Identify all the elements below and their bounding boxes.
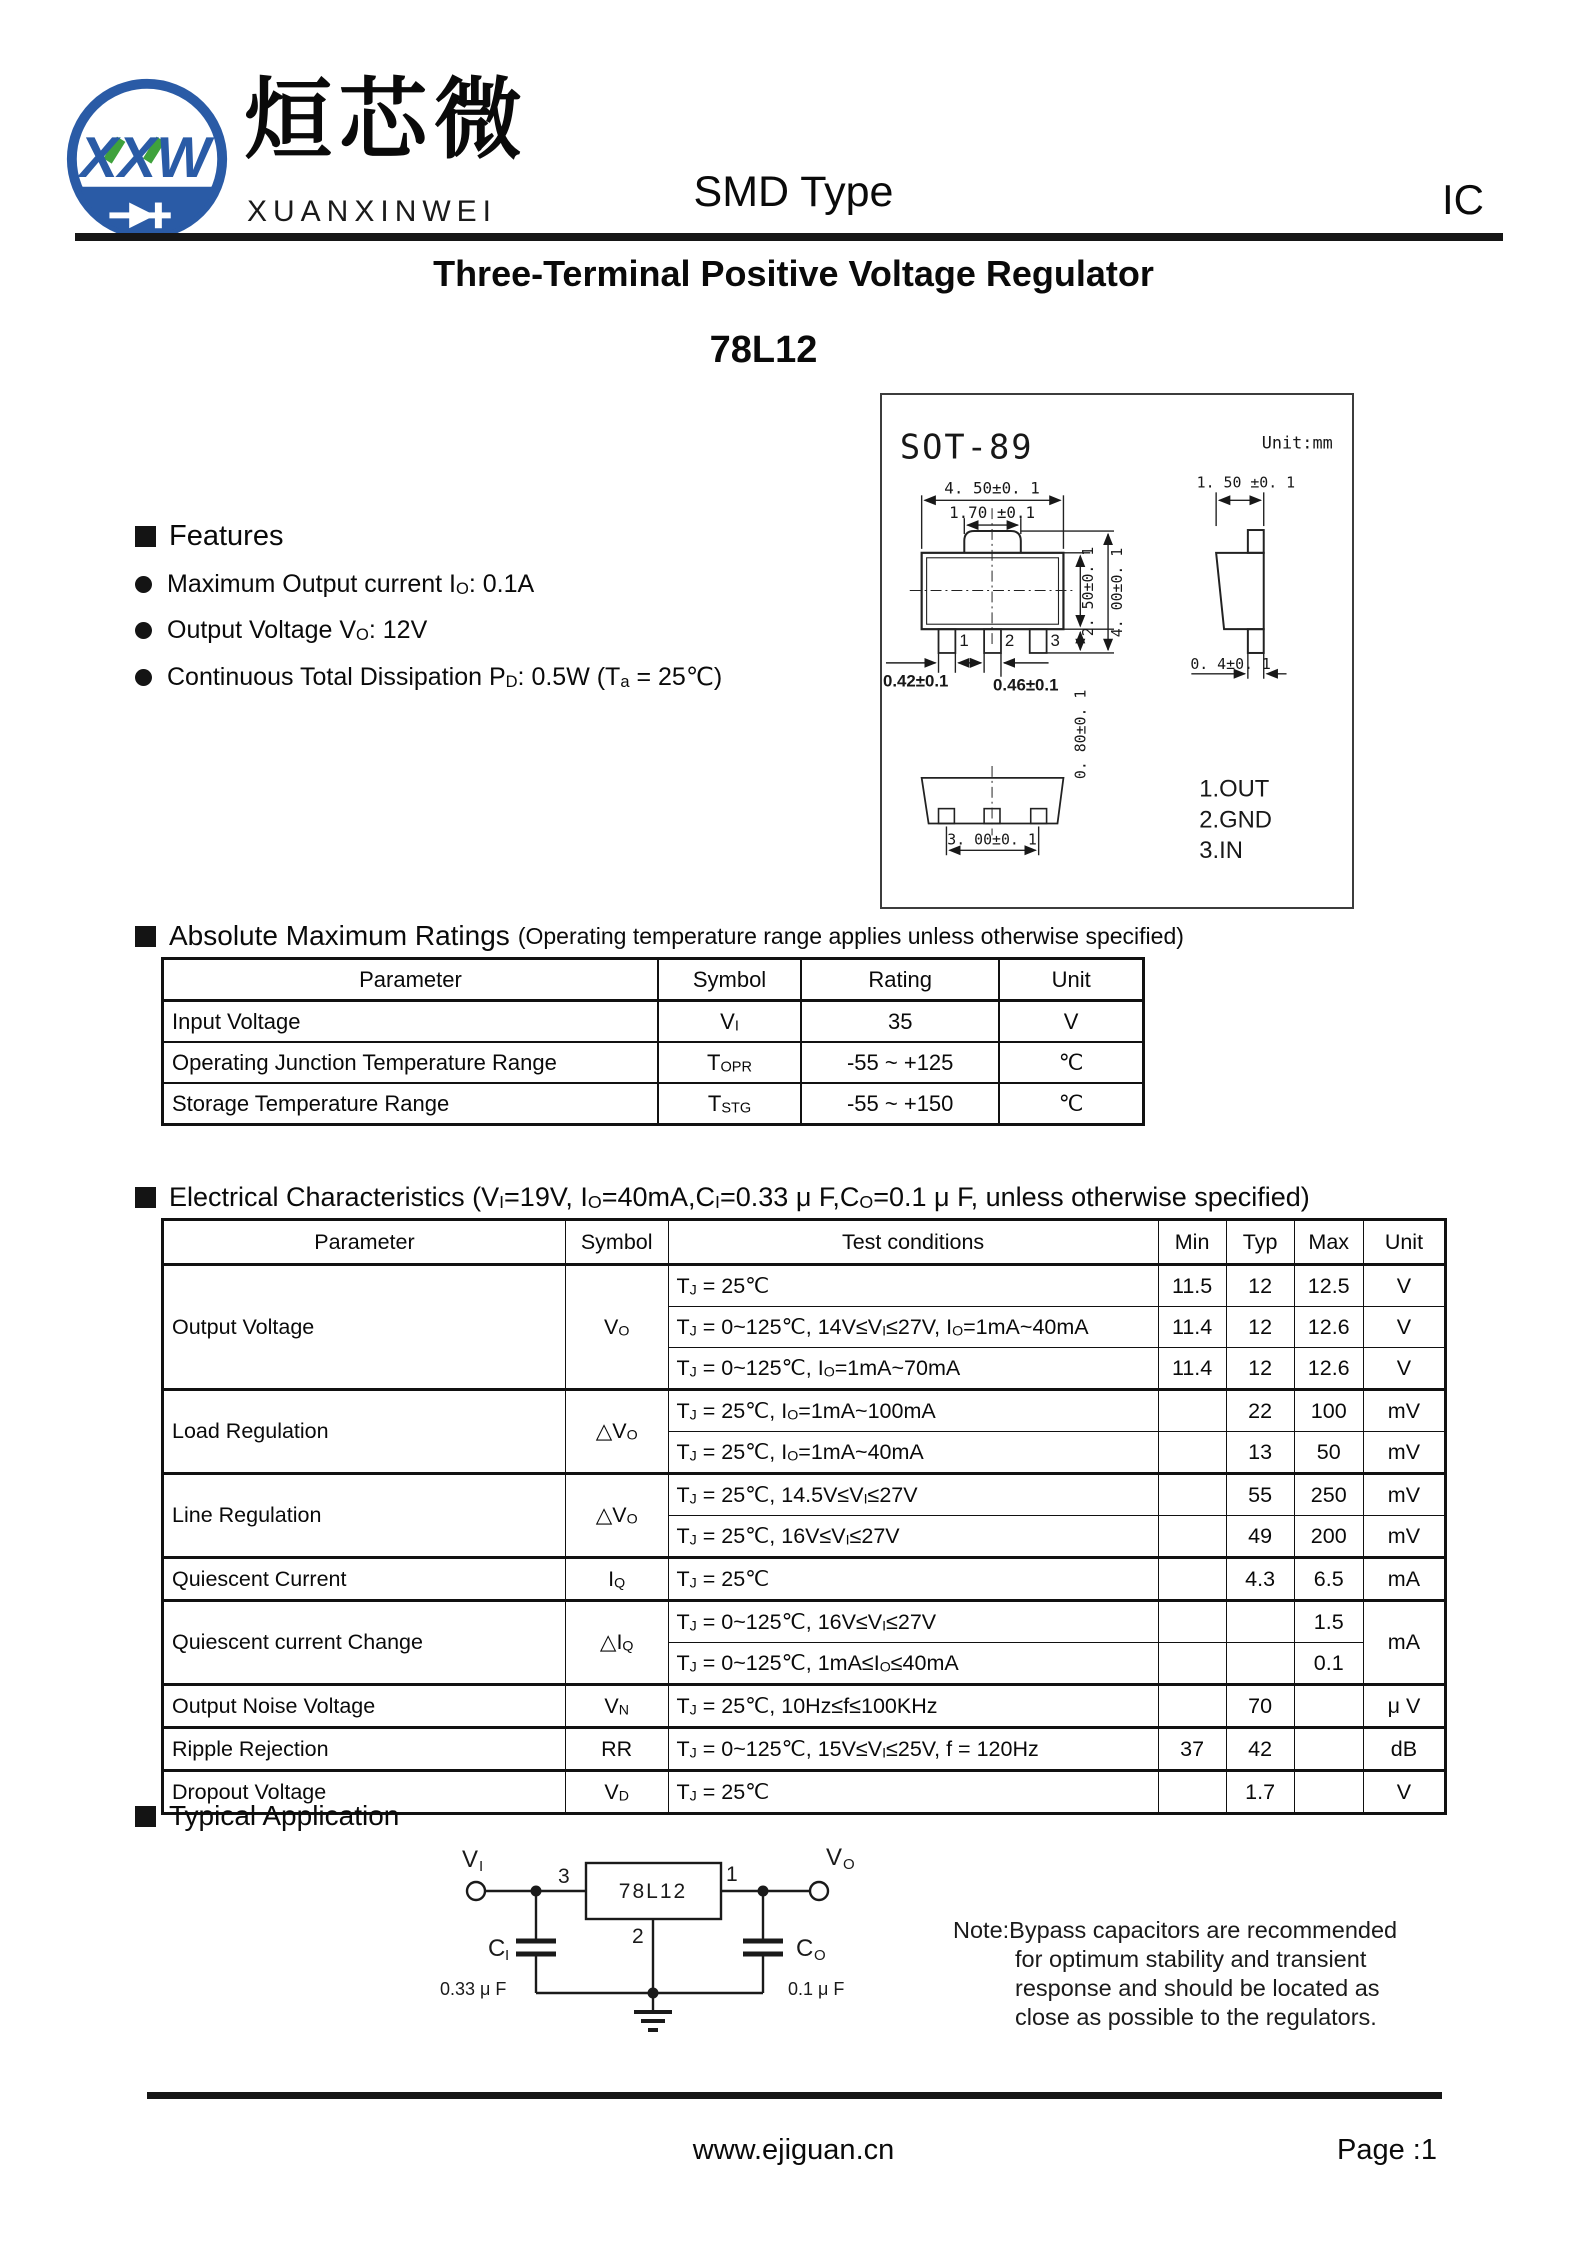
param-cell: Operating Junction Temperature Range [163, 1042, 658, 1083]
param-cell: Input Voltage [163, 1001, 658, 1043]
pinout-1: 1.OUT [1199, 775, 1270, 803]
bullet-icon [135, 669, 152, 686]
feature-text: Maximum Output current $I_O$: 0.1A [167, 570, 535, 598]
cond-cell: $T_J$ = 25℃, $16V\le V_I\le 27V$ [668, 1516, 1158, 1558]
page-title: Three-Terminal Positive Voltage Regulator [433, 253, 1154, 294]
pinout-3: 3.IN [1199, 837, 1243, 865]
cond-cell: $T_J$ = 0~125℃, $15V\le V_I\le 25V$, f = 120Hz [668, 1728, 1158, 1771]
max-cell: 200 [1294, 1516, 1363, 1558]
min-cell [1158, 1474, 1226, 1516]
table-row [163, 1558, 1446, 1601]
col-header: Symbol [565, 1220, 668, 1265]
min-cell [1158, 1558, 1226, 1601]
param-cell: Ripple Rejection [163, 1728, 566, 1771]
dim-pin2-width: 0.46±0.1 [993, 675, 1059, 695]
table-row [163, 1042, 1144, 1083]
rating-cell: 35 [801, 1001, 999, 1043]
cout-sub: O [814, 1947, 826, 1964]
max-cell: 50 [1294, 1432, 1363, 1474]
unit-cell: V [1363, 1348, 1445, 1390]
cond-cell: $T_J$ = 25℃, $I_O=1mA\sim 100mA$ [668, 1390, 1158, 1432]
feature-text: Continuous Total Dissipation $P_D$: 0.5W ($T_a$ = 25℃) [167, 663, 723, 691]
header-rule [75, 233, 1503, 241]
application-circuit [438, 1843, 858, 2083]
application-heading [135, 1800, 399, 1832]
min-cell [1158, 1643, 1226, 1685]
footer-rule [147, 2092, 1442, 2099]
dim-body-height: 2. 50±0. 1 [1079, 546, 1098, 637]
symbol-cell: RR [565, 1728, 668, 1771]
table-row [163, 1265, 1446, 1307]
rating-cell: -55 ~ +150 [801, 1083, 999, 1125]
min-cell: 37 [1158, 1728, 1226, 1771]
min-cell: 11.5 [1158, 1265, 1226, 1307]
cin-sub: I [505, 1947, 510, 1964]
application-title: Typical Application [169, 1800, 400, 1831]
front-pin-2: 2 [1004, 631, 1015, 651]
cond-cell: $T_J$ = 25℃ [668, 1558, 1158, 1601]
unit-cell: V [1363, 1265, 1445, 1307]
max-cell: 12.6 [1294, 1307, 1363, 1348]
max-cell: 12.5 [1294, 1265, 1363, 1307]
cond-cell: $T_J$ = 0~125℃, $1mA\le I_O\le 40mA$ [668, 1643, 1158, 1685]
unit-cell: mV [1363, 1474, 1445, 1516]
table-row [163, 1728, 1446, 1771]
cond-cell: $T_J$ = 25℃, 10Hz≤f≤100KHz [668, 1685, 1158, 1728]
typ-cell: 70 [1226, 1685, 1294, 1728]
category-label: IC [1442, 176, 1484, 223]
cond-cell: $T_J$ = 0~125℃, $I_O=1mA\sim 70mA$ [668, 1348, 1158, 1390]
bullet-icon [135, 576, 152, 593]
ec-title: Electrical Characteristics ($V_I=19V$, $I_O=40mA,C_I=0.33$ μ $F,C_O=0.1$ μ F, unless otherwise specified) [169, 1182, 1310, 1213]
symbol-cell: $V_O$ [565, 1265, 668, 1390]
min-cell [1158, 1516, 1226, 1558]
table-row [163, 1685, 1446, 1728]
typ-cell: 55 [1226, 1474, 1294, 1516]
typ-cell: 4.3 [1226, 1558, 1294, 1601]
cond-cell: $T_J$ = 25℃, $I_O=1mA\sim 40mA$ [668, 1432, 1158, 1474]
amr-table [161, 957, 1145, 1126]
package-name: SOT-89 [899, 427, 1034, 467]
feature-item [135, 570, 875, 599]
typ-cell: 1.7 [1226, 1771, 1294, 1814]
symbol-cell: $T_{STG}$ [658, 1083, 801, 1125]
section-square-icon [135, 526, 156, 547]
unit-cell: mV [1363, 1516, 1445, 1558]
feature-item [135, 616, 875, 645]
note-line: close as possible to the regulators. [1015, 2004, 1377, 2030]
table-header-row [163, 1220, 1446, 1265]
table-row [163, 1001, 1144, 1043]
symbol-cell: $V_I$ [658, 1001, 801, 1043]
cond-cell: $T_J$ = 0~125℃, $16V\le V_I\le 27V$ [668, 1601, 1158, 1643]
table-row [163, 1390, 1446, 1432]
typ-cell: 12 [1226, 1265, 1294, 1307]
note-line: for optimum stability and transient [1015, 1946, 1367, 1972]
feature-text: Output Voltage $V_O$: 12V [167, 616, 428, 644]
unit-label: Unit:mm [1261, 432, 1333, 453]
ec-heading [135, 1182, 1310, 1213]
symbol-cell: $V_N$ [565, 1685, 668, 1728]
table-header-row [163, 959, 1144, 1001]
doc-type-label: SMD Type [693, 168, 894, 216]
table-row [163, 1601, 1446, 1643]
cond-cell: $T_J$ = 25℃ [668, 1771, 1158, 1814]
typ-cell: 12 [1226, 1307, 1294, 1348]
section-square-icon [135, 1806, 156, 1827]
unit-cell: V [1363, 1771, 1445, 1814]
max-cell [1294, 1728, 1363, 1771]
param-cell: Output Voltage [163, 1265, 566, 1390]
features-section [135, 520, 875, 692]
part-number: 78L12 [709, 329, 818, 371]
regulator-label: 78L12 [618, 1880, 688, 1903]
col-header: Parameter [163, 1220, 566, 1265]
dim-side-width: 1. 50 ±0. 1 [1196, 473, 1296, 492]
cin-value: 0.33 μ F [440, 1979, 507, 1999]
note-line: Note:Bypass capacitors are recommended [953, 1917, 1398, 1943]
max-cell: 250 [1294, 1474, 1363, 1516]
typ-cell: 13 [1226, 1432, 1294, 1474]
rating-cell: -55 ~ +125 [801, 1042, 999, 1083]
param-cell: Load Regulation [163, 1390, 566, 1474]
typ-cell: 12 [1226, 1348, 1294, 1390]
note-line: response and should be located as [1015, 1975, 1380, 2001]
amr-title: Absolute Maximum Ratings [169, 920, 510, 951]
col-header: Unit [1363, 1220, 1445, 1265]
max-cell: 0.1 [1294, 1643, 1363, 1685]
unit-cell: V [1363, 1307, 1445, 1348]
min-cell: 11.4 [1158, 1348, 1226, 1390]
logo-romanized: XUANXINWEI [247, 195, 498, 228]
min-cell [1158, 1432, 1226, 1474]
typ-cell: 42 [1226, 1728, 1294, 1771]
dim-pin-length: 0. 80±0. 1 [1071, 689, 1090, 780]
unit-cell: mV [1363, 1432, 1445, 1474]
symbol-cell: $\triangle I_Q$ [565, 1601, 668, 1685]
col-header: Parameter [163, 959, 658, 1001]
col-header: Symbol [658, 959, 801, 1001]
logo-chinese: 烜芯微 [244, 70, 530, 169]
col-header: Test conditions [668, 1220, 1158, 1265]
col-header: Typ [1226, 1220, 1294, 1265]
cout-label: C [796, 1935, 814, 1962]
ec-table [161, 1218, 1447, 1815]
vout-label: V [826, 1844, 843, 1871]
col-header: Min [1158, 1220, 1226, 1265]
typ-cell: 22 [1226, 1390, 1294, 1432]
footer-url: www.ejiguan.cn [692, 2134, 895, 2166]
unit-cell: dB [1363, 1728, 1445, 1771]
unit-cell: μ V [1363, 1685, 1445, 1728]
symbol-cell: $I_Q$ [565, 1558, 668, 1601]
cout-value: 0.1 μ F [788, 1979, 845, 1999]
application-note [953, 1916, 1433, 2032]
col-header: Unit [999, 959, 1143, 1001]
logo-letters: XXW [79, 125, 211, 190]
param-cell: Quiescent Current [163, 1558, 566, 1601]
dim-total-height: 4. 00±0. 1 [1107, 547, 1126, 638]
cond-cell: $T_J$ = 25℃ [668, 1265, 1158, 1307]
feature-item [135, 662, 875, 692]
amr-note: (Operating temperature range applies unless otherwise specified) [517, 922, 1184, 949]
unit-cell: ℃ [999, 1042, 1143, 1083]
cin-label: C [488, 1935, 506, 1962]
unit-cell: ℃ [999, 1083, 1143, 1125]
dim-pin1-width: 0.42±0.1 [882, 671, 949, 691]
dim-top-width: 4. 50±0. 1 [944, 478, 1040, 498]
unit-cell: V [999, 1001, 1143, 1043]
unit-cell: mA [1363, 1558, 1445, 1601]
col-header: Rating [801, 959, 999, 1001]
front-pin-1: 1 [959, 631, 969, 651]
max-cell: 12.6 [1294, 1348, 1363, 1390]
bullet-icon [135, 622, 152, 639]
pin-out-label: 1 [726, 1863, 738, 1886]
unit-cell: mV [1363, 1390, 1445, 1432]
vin-sub: I [479, 1858, 484, 1875]
param-cell: Dropout Voltage [163, 1771, 566, 1814]
package-drawing [882, 395, 1348, 903]
col-header: Max [1294, 1220, 1363, 1265]
min-cell [1158, 1771, 1226, 1814]
symbol-cell: $\triangle V_O$ [565, 1390, 668, 1474]
symbol-cell: $V_D$ [565, 1771, 668, 1814]
max-cell: 100 [1294, 1390, 1363, 1432]
table-row [163, 1474, 1446, 1516]
param-cell: Storage Temperature Range [163, 1083, 658, 1125]
vout-sub: O [843, 1856, 855, 1873]
cond-cell: $T_J$ = 25℃, $14.5V\le V_I\le 27V$ [668, 1474, 1158, 1516]
front-pin-3: 3 [1050, 631, 1060, 651]
typ-cell: 49 [1226, 1516, 1294, 1558]
amr-heading [135, 920, 1184, 952]
param-cell: Quiescent current Change [163, 1601, 566, 1685]
typ-cell [1226, 1601, 1294, 1643]
section-square-icon [135, 1187, 156, 1208]
package-outline-box [880, 393, 1354, 909]
min-cell [1158, 1390, 1226, 1432]
section-square-icon [135, 926, 156, 947]
table-row [163, 1083, 1144, 1125]
max-cell: 6.5 [1294, 1558, 1363, 1601]
vin-label: V [462, 1846, 479, 1873]
cond-cell: $T_J$ = 0~125℃, $14V\le V_I\le 27V$, $I_O=1mA\sim 40mA$ [668, 1307, 1158, 1348]
max-cell [1294, 1685, 1363, 1728]
pinout-2: 2.GND [1199, 806, 1272, 834]
min-cell [1158, 1601, 1226, 1643]
pin-gnd-label: 2 [632, 1925, 644, 1948]
symbol-cell: $\triangle V_O$ [565, 1474, 668, 1558]
footer-page-number: Page :1 [1337, 2134, 1437, 2166]
param-cell: Line Regulation [163, 1474, 566, 1558]
max-cell [1294, 1771, 1363, 1814]
symbol-cell: $T_{OPR}$ [658, 1042, 801, 1083]
typ-cell [1226, 1643, 1294, 1685]
max-cell: 1.5 [1294, 1601, 1363, 1643]
dim-pin-span: 3. 00±0. 1 [947, 830, 1037, 849]
features-heading: Features [169, 520, 284, 552]
logo-mark-icon [58, 72, 236, 250]
dim-side-pin: 0. 4±0. 1 [1190, 654, 1271, 673]
dim-tab-width: 1.70 ±0.1 [949, 503, 1036, 523]
min-cell: 11.4 [1158, 1307, 1226, 1348]
param-cell: Output Noise Voltage [163, 1685, 566, 1728]
unit-cell: mA [1363, 1601, 1445, 1685]
pin-in-label: 3 [558, 1865, 570, 1888]
min-cell [1158, 1685, 1226, 1728]
